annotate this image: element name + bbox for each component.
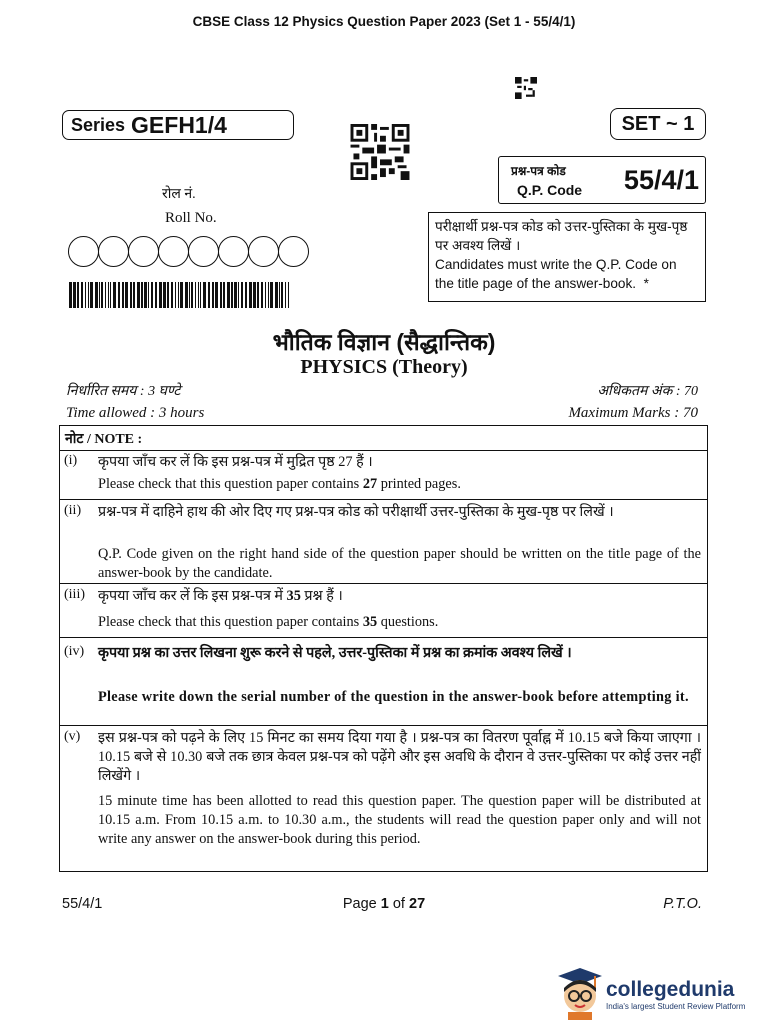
document-header-title: CBSE Class 12 Physics Question Paper 2023 (Set 1 - 55/4/1) [192, 14, 576, 29]
barcode-icon [69, 282, 291, 308]
qr-code-icon [350, 124, 410, 180]
footer-pto: P.T.O. [663, 896, 702, 912]
qr-code-small-icon [515, 77, 537, 99]
roll-digit-circle [218, 236, 249, 267]
note-number: (i) [64, 453, 78, 468]
series-value: GEFH1/4 [131, 111, 227, 138]
note-text-hindi: इस प्रश्न-पत्र को पढ़ने के लिए 15 मिनट का समय दिया गया है । प्रश्न-पत्र का वितरण पूर्वाह्न में 10.15 बजे किया जाएगा । 10.15 बजे से 10.30 बजे तक छात्र केवल प्रश्न-पत्र को पढ़ेंगे और इस अवधि के दौरान वे उत्तर-पुस्तिका पर कोई उत्तर नहीं लिखेंगे । [98, 730, 701, 784]
qp-code-label: Q.P. Code [517, 182, 583, 198]
notes-table [59, 425, 708, 872]
note-number: (ii) [64, 503, 82, 518]
roll-digit-circle [248, 236, 279, 267]
subject-title: PHYSICS (Theory) [300, 356, 468, 378]
roll-number-circles [69, 236, 309, 267]
note-text: Q.P. Code given on the right hand side of the question paper should be written on the title page of the answer-book by the candidate. [98, 546, 701, 581]
note-item [60, 637, 707, 725]
note-text: Please check that this question paper contains 27 printed pages. [98, 476, 461, 492]
roll-label: Roll No. [165, 210, 217, 226]
footer-page-number: Page 1 of 27 [342, 896, 426, 912]
note-text-hindi: कृपया प्रश्न का उत्तर लिखना शुरू करने से पहले, उत्तर-पुस्तिका में प्रश्न का क्रमांक अवश्य लिखें । [98, 645, 572, 661]
note-text-hindi: कृपया जाँच कर लें कि इस प्रश्न-पत्र में मुद्रित पृष्ठ 27 हैं । [98, 454, 373, 470]
candidate-instruction-english: Candidates must write the Q.P. Code on the title page of the answer-book. * [435, 257, 677, 291]
time-allowed-hindi: निर्धारित समय : 3 घण्टे [66, 384, 181, 399]
qp-code-label-hindi: प्रश्न-पत्र कोड [511, 164, 566, 178]
roll-digit-circle [158, 236, 189, 267]
roll-digit-circle [98, 236, 129, 267]
note-text-hindi: कृपया जाँच कर लें कि इस प्रश्न-पत्र में 35 प्रश्न हैं । [98, 588, 343, 604]
roll-digit-circle [278, 236, 309, 267]
roll-digit-circle [68, 236, 99, 267]
note-number: (iii) [64, 587, 85, 602]
series-box [62, 110, 294, 140]
candidate-instruction-hindi: परीक्षार्थी प्रश्न-पत्र कोड को उत्तर-पुस्तिका के मुख-पृष्ठ पर अवश्य लिखें । [435, 219, 688, 253]
notes-heading: नोट / NOTE : [65, 432, 143, 447]
candidate-instruction-box [428, 212, 706, 302]
subject-title-hindi: भौतिक विज्ञान (सैद्धान्तिक) [272, 329, 496, 355]
time-allowed: Time allowed : 3 hours [66, 405, 205, 421]
roll-digit-circle [188, 236, 219, 267]
series-label: Series [71, 114, 126, 135]
max-marks-hindi: अधिकतम अंक : 70 [597, 384, 698, 399]
set-badge: SET ~ 1 [610, 108, 706, 140]
note-item [60, 499, 707, 584]
max-marks: Maximum Marks : 70 [568, 405, 698, 421]
brand-tagline: India's largest Student Review Platform [606, 1002, 746, 1011]
note-number: (v) [64, 729, 81, 744]
note-item [60, 583, 707, 637]
note-text: Please write down the serial number of the question in the answer-book before attempting it. [98, 689, 689, 705]
qp-code-value: 55/4/1 [623, 165, 699, 195]
roll-digit-circle [128, 236, 159, 267]
note-number: (iv) [64, 644, 85, 659]
qp-code-box [498, 156, 706, 204]
footer-qp-code: 55/4/1 [62, 896, 103, 912]
note-text: 15 minute time has been allotted to read this question paper. The question paper will be distributed at 10.15 a.m. From 10.15 a.m. to 10.30 a.m., the students will read the question paper only and will not write any answer on the answer-book during this period. [98, 793, 701, 847]
asterisk-mark: * [643, 276, 649, 291]
collegedunia-mascot-icon [556, 966, 604, 1020]
note-text-hindi: प्रश्न-पत्र में दाहिने हाथ की ओर दिए गए प्रश्न-पत्र कोड को परीक्षार्थी उत्तर-पुस्तिका के मुख-पृष्ठ पर लिखें । [98, 504, 614, 520]
roll-label-hindi: रोल नं. [162, 187, 196, 202]
note-text: Please check that this question paper contains 35 questions. [98, 614, 439, 630]
brand-name: collegedunia [606, 978, 735, 1001]
note-item [60, 725, 707, 872]
